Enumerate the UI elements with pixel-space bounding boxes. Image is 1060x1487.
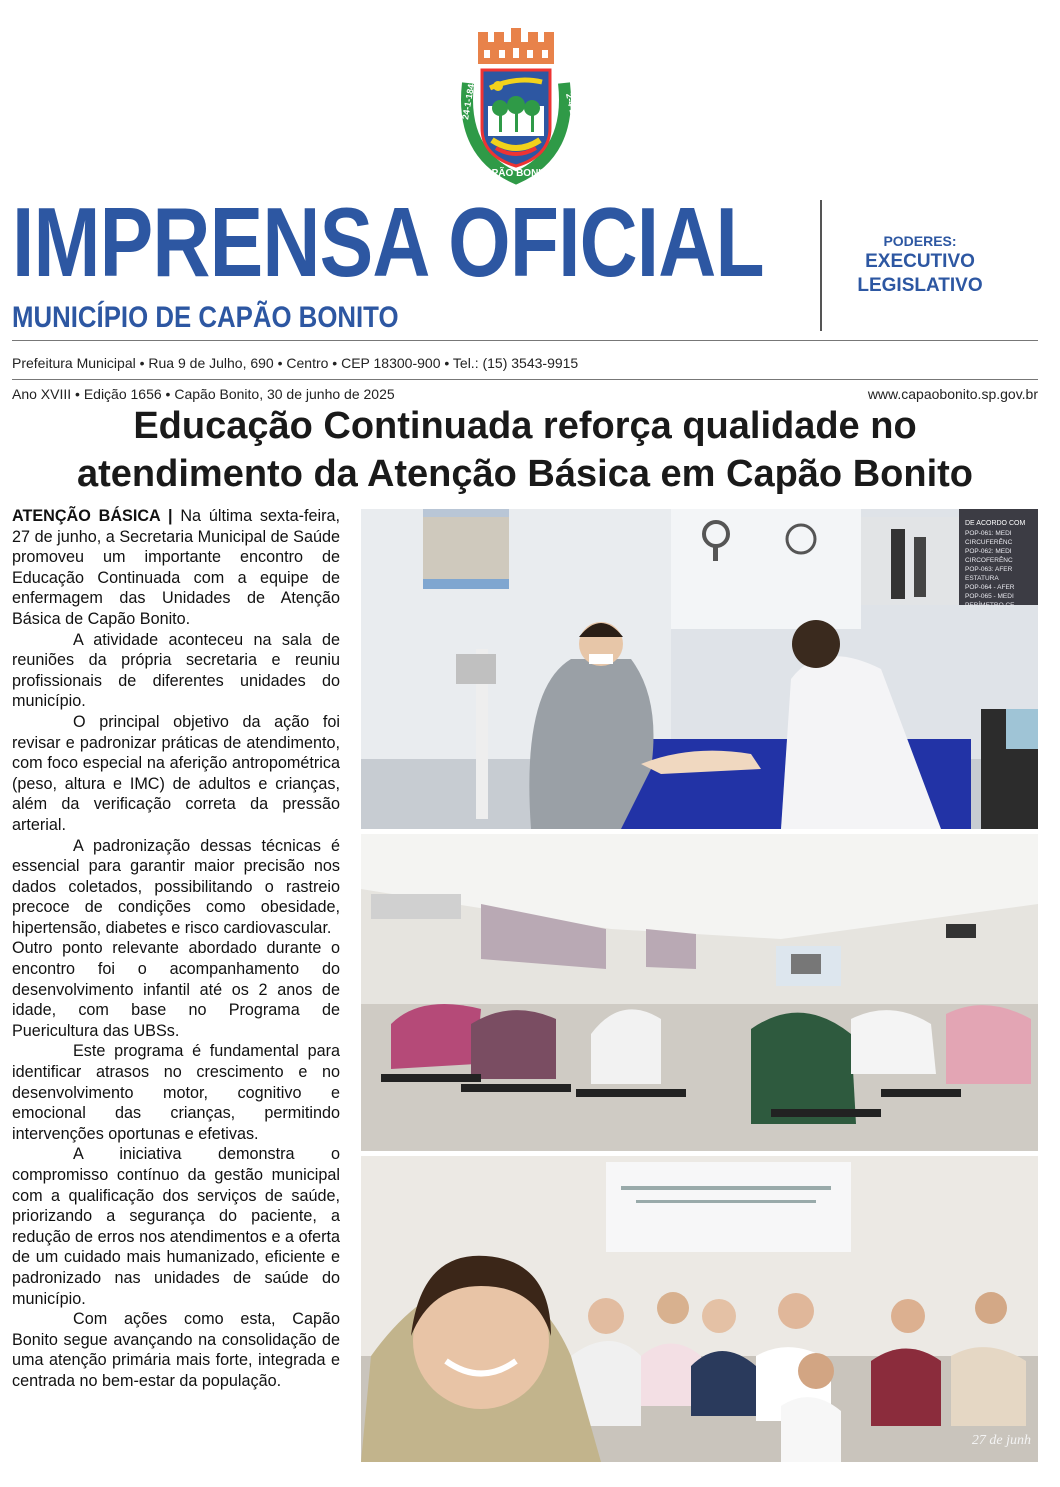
- municipal-crest: [454, 28, 582, 193]
- slide-heading: DE ACORDO COM: [965, 520, 1026, 527]
- article-paragraph: Este programa é fundamental para identificar atrasos no crescimento e no desenvolvimento motor, cognitivo e emocional das crianças, permitindo intervenções oportunas e efetivas.: [12, 1042, 340, 1143]
- photo-group-selfie: [361, 1156, 1038, 1462]
- slide-item: CIRCUFERÊNC: [965, 539, 1013, 546]
- slide-items: [965, 530, 1015, 609]
- header-rule-bottom: [12, 379, 1038, 380]
- article-paragraph: O principal objetivo da ação foi revisar e padronizar práticas de atendimento, com foco especial na aferição antropométrica (peso, altura e IMC) de adultos e crianças, além da verificação correta da pressão arterial.: [12, 712, 340, 834]
- powers-box: [830, 232, 1010, 298]
- article-headline: [12, 402, 1038, 498]
- slide-item: ESTATURA: [965, 575, 999, 582]
- slide-item: POP-065 - MEDI: [965, 593, 1014, 600]
- photo-date-stamp: 27 de junh: [971, 1433, 1031, 1448]
- photo-training-demo: [361, 509, 1038, 829]
- header-divider: [820, 200, 822, 331]
- slide-item: POP-064 - AFER: [965, 584, 1015, 591]
- article-paragraph: Outro ponto relevante abordado durante o encontro foi o acompanhamento do desenvolvimento infantil até os 2 anos de idade, com base no Programa de Puericultura das UBSs.: [12, 939, 340, 1040]
- website-link[interactable]: www.capaobonito.sp.gov.br: [867, 386, 1038, 402]
- article-body: [12, 506, 340, 1392]
- headline-line-1: Educação Continuada reforça qualidade no: [133, 405, 917, 447]
- article-paragraph: Com ações como esta, Capão Bonito segue avançando na consolidação de uma atenção primária mais forte, integrada e centrada no bem-estar da população.: [12, 1310, 340, 1390]
- slide-item: POP-061: MEDI: [965, 530, 1012, 537]
- powers-label: PODERES:: [883, 233, 957, 249]
- crest-motto: CAPÃO BONITO: [477, 168, 555, 179]
- power-legislative: LEGISLATIVO: [857, 275, 983, 296]
- crest-right-date: 2-4-1857: [564, 92, 582, 130]
- shield: [482, 70, 550, 166]
- header-rule-top: [12, 340, 1038, 341]
- article-paragraph: A atividade aconteceu na sala de reuniões da própria secretaria e reuniu profissionais de diferentes unidades do município.: [12, 630, 340, 711]
- slide-item: PERÍMETRO CE: [965, 602, 1015, 609]
- address-line: Prefeitura Municipal • Rua 9 de Julho, 690 • Centro • CEP 18300-900 • Tel.: (15) 3543-9915: [12, 355, 579, 371]
- slide-item: POP-062: MEDI: [965, 548, 1012, 555]
- crest-left-date: 24-1-1843: [460, 78, 478, 121]
- article-kicker: ATENÇÃO BÁSICA |: [12, 507, 173, 525]
- photo-meeting-room: [361, 834, 1038, 1151]
- castle-crown: [478, 28, 554, 64]
- headline-line-2: atendimento da Atenção Básica em Capão Bonito: [77, 453, 973, 495]
- slide-item: CIRCOFERÊNC: [965, 557, 1013, 564]
- article-paragraph: A padronização dessas técnicas é essencial para garantir maior precisão nos dados coletados, possibilitando o rastreio precoce de condições como obesidade, hipertensão, diabetes e risco cardiovascular.: [12, 836, 340, 937]
- masthead-title: IMPRENSA OFICIAL: [12, 187, 764, 297]
- power-executive: EXECUTIVO: [865, 251, 975, 272]
- edition-line: Ano XVIII • Edição 1656 • Capão Bonito, 30 de junho de 2025: [12, 386, 395, 402]
- article-paragraph: ATENÇÃO BÁSICA | Na última sexta-feira, 27 de junho, a Secretaria Municipal de Saúde promoveu um importante encontro de Educação Continuada com a equipe de enfermagem das Unidades de Atenção Básica de Capão Bonito.: [12, 507, 340, 628]
- masthead-subtitle: MUNICÍPIO DE CAPÃO BONITO: [12, 301, 399, 334]
- slide-item: POP-063: AFER: [965, 566, 1013, 573]
- article-paragraph: A iniciativa demonstra o compromisso contínuo da gestão municipal com a qualificação dos serviços de saúde, priorizando a segurança do paciente, a redução de erros nos atendimentos e a oferta de um cuidado mais humanizado, eficiente e padronizado nas unidades de saúde do município.: [12, 1145, 340, 1308]
